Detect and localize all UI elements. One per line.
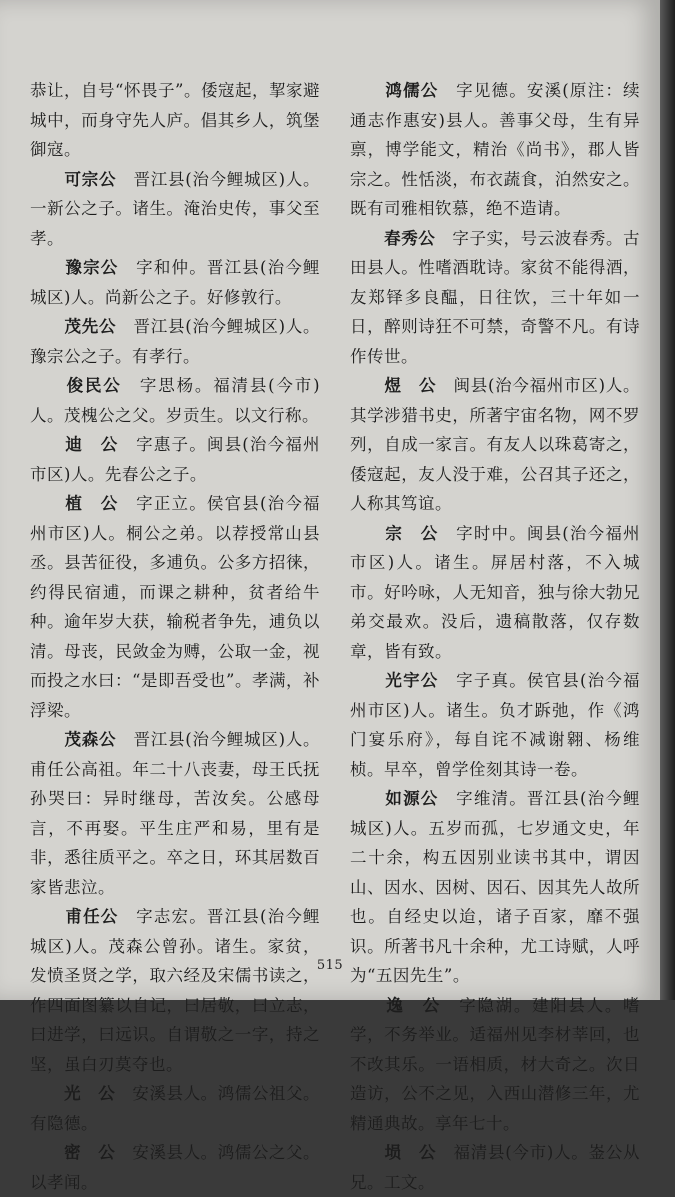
- entry-name: 迪 公: [65, 435, 119, 454]
- entry-text: 字正立。侯官县(治今福州市区)人。桐公之弟。以荐授常山县丞。县苦征役，多逋负。公多方招徕，约得民宿逋，而课之耕种，贫者给牛种。逾年岁大获，输税者争先，逋负以清。母丧，民敛金为赙，公取一金，视而投之水曰：“是即吾受也”。孝满，补浮梁。: [30, 494, 321, 720]
- entry-text: 字子真。侯官县(治今福州市区)人。诸生。负才跅弛，作《鸿门宴乐府》，每自诧不减谢翱、杨维桢。早卒，曾学佺刻其诗一卷。: [350, 671, 641, 779]
- entry-name: 煜 公: [384, 376, 437, 395]
- entry-text: 晋江县(治今鲤城区)人。豫宗公之子。有孝行。: [30, 317, 321, 366]
- entry-text: 恭让，自号“怀畏子”。倭寇起，挈家避城中，而身守先人庐。倡其乡人，筑堡御寇。: [30, 81, 320, 159]
- entry-name: 光宇公: [385, 671, 439, 690]
- entry-paragraph: [350, 666, 640, 784]
- entry-text: 字见德。安溪(原注：续通志作惠安)县人。善事父母，生有异禀，博学能文，精治《尚书》，郡人皆宗之。性恬淡，布衣蔬食，泊然安之。既有司雅相钦慕，绝不造请。: [350, 81, 641, 218]
- entry-name: 植 公: [65, 494, 119, 513]
- entry-paragraph: [30, 253, 320, 312]
- entry-text: 晋江县(治今鲤城区)人。一新公之子。诸生。淹治史传，事父至孝。: [30, 169, 321, 248]
- entry-text: 字志宏。晋江县(治今鲤城区)人。茂森公曾孙。诸生。家贫，发愤圣贤之学，取六经及宋儒书读之，作四面图纂以自记，曰居敬，曰立志，曰进学，曰远识。自谓敬之一字，持之坚，虽白刃莫夺也。: [30, 907, 321, 1074]
- entry-paragraph: [30, 489, 320, 725]
- entry-paragraph: [350, 519, 640, 667]
- entry-text: 闽县(治今福州市区)人。其学涉猎书史，所著宇宙名物，网不罗列，自成一家言。有友人以珠葛寄之，倭寇起，友人没于难，公召其子还之，人称其笃谊。: [350, 376, 641, 513]
- left-text-column: [30, 76, 320, 1197]
- entry-paragraph: [350, 1138, 640, 1197]
- entry-text: 安溪县人。鸿儒公之父。以孝闻。: [30, 1143, 320, 1192]
- entry-text: 字和仲。晋江县(治今鲤城区)人。尚新公之子。好修敦行。: [30, 258, 321, 307]
- entry-text: 字时中。闽县(治今福州市区)人。诸生。屏居村落，不入城市。好吟咏，人无知音，独与徐大勃兄弟交最欢。没后，遗稿散落，仅存数章，皆有致。: [350, 523, 641, 661]
- entry-text: 福清县(今市)人。崟公从兄。工文。: [350, 1143, 641, 1192]
- entry-paragraph: [350, 224, 640, 372]
- entry-paragraph: [30, 430, 320, 489]
- entry-paragraph: [350, 371, 640, 519]
- entry-name: 可宗公: [64, 169, 117, 189]
- entry-paragraph: [30, 725, 320, 902]
- right-text-column: [350, 76, 640, 1197]
- entry-name: 逸 公: [386, 995, 442, 1015]
- entry-text: 字子实，号云波春秀。古田县人。性嗜酒耽诗。家贫不能得酒，友郑铎多良醖，日往饮，三十年如一日，醉则诗狂不可禁，奇警不凡。有诗作传世。: [350, 228, 640, 366]
- entry-name: 俊民公: [66, 376, 122, 395]
- entry-paragraph: [30, 1138, 320, 1197]
- entry-text: 字思杨。福清县(今市)人。茂槐公之父。岁贡生。以文行称。: [30, 376, 321, 425]
- entry-name: 豫宗公: [65, 258, 119, 277]
- entry-name: 鸿儒公: [385, 81, 439, 100]
- entry-paragraph: [30, 165, 320, 254]
- entry-paragraph: [350, 991, 640, 1139]
- entry-name: 茂森公: [64, 730, 117, 749]
- entry-paragraph: [30, 371, 320, 430]
- entry-name: 春秀公: [384, 228, 436, 248]
- entry-name: 甫任公: [65, 907, 119, 926]
- entry-name: 如源公: [385, 789, 439, 808]
- book-spine-edge: [660, 0, 675, 1000]
- entry-text: 字隐湖。建阳县人。嗜学，不务举业。适福州见李材莘回，也不改其乐。一语相质，材大奇之。次日造访，公不之见，入西山潜修三年，尤精通典故。享年七十。: [350, 995, 641, 1133]
- entry-text: 晋江县(治今鲤城区)人。甫任公高祖。年二十八丧妻，母王氏抚孙哭曰：异时继母，苦汝矣。公感母言，不再娶。平生庄严和易，里有是非，悉往质平之。卒之日，环其居数百家皆悲泣。: [30, 730, 321, 897]
- entry-name: 茂先公: [64, 317, 117, 336]
- entry-paragraph: [30, 76, 320, 165]
- entry-paragraph: [350, 76, 640, 224]
- entry-paragraph: [30, 312, 320, 371]
- entry-text: 字维清。晋江县(治今鲤城区)人。五岁而孤，七岁通文史，年二十余，构五因别业读书其中，谓因山、因水、因树、因石、因其先人故所也。自经史以迨，诸子百家，靡不强识。所著书凡十余种，尤工诗赋，人呼为“五因先生”。: [350, 789, 641, 985]
- entry-name: 密 公: [64, 1143, 116, 1162]
- entry-name: 埙 公: [384, 1143, 437, 1162]
- entry-text: 字惠子。闽县(治今福州市区)人。先春公之子。: [30, 435, 321, 484]
- entry-paragraph: [30, 1079, 320, 1138]
- entry-text: 安溪县人。鸿儒公祖父。有隐德。: [30, 1084, 320, 1133]
- page-number: 515: [316, 958, 344, 973]
- entry-paragraph: [30, 902, 320, 1079]
- entry-name: 宗 公: [385, 523, 439, 543]
- entry-name: 光 公: [64, 1084, 116, 1103]
